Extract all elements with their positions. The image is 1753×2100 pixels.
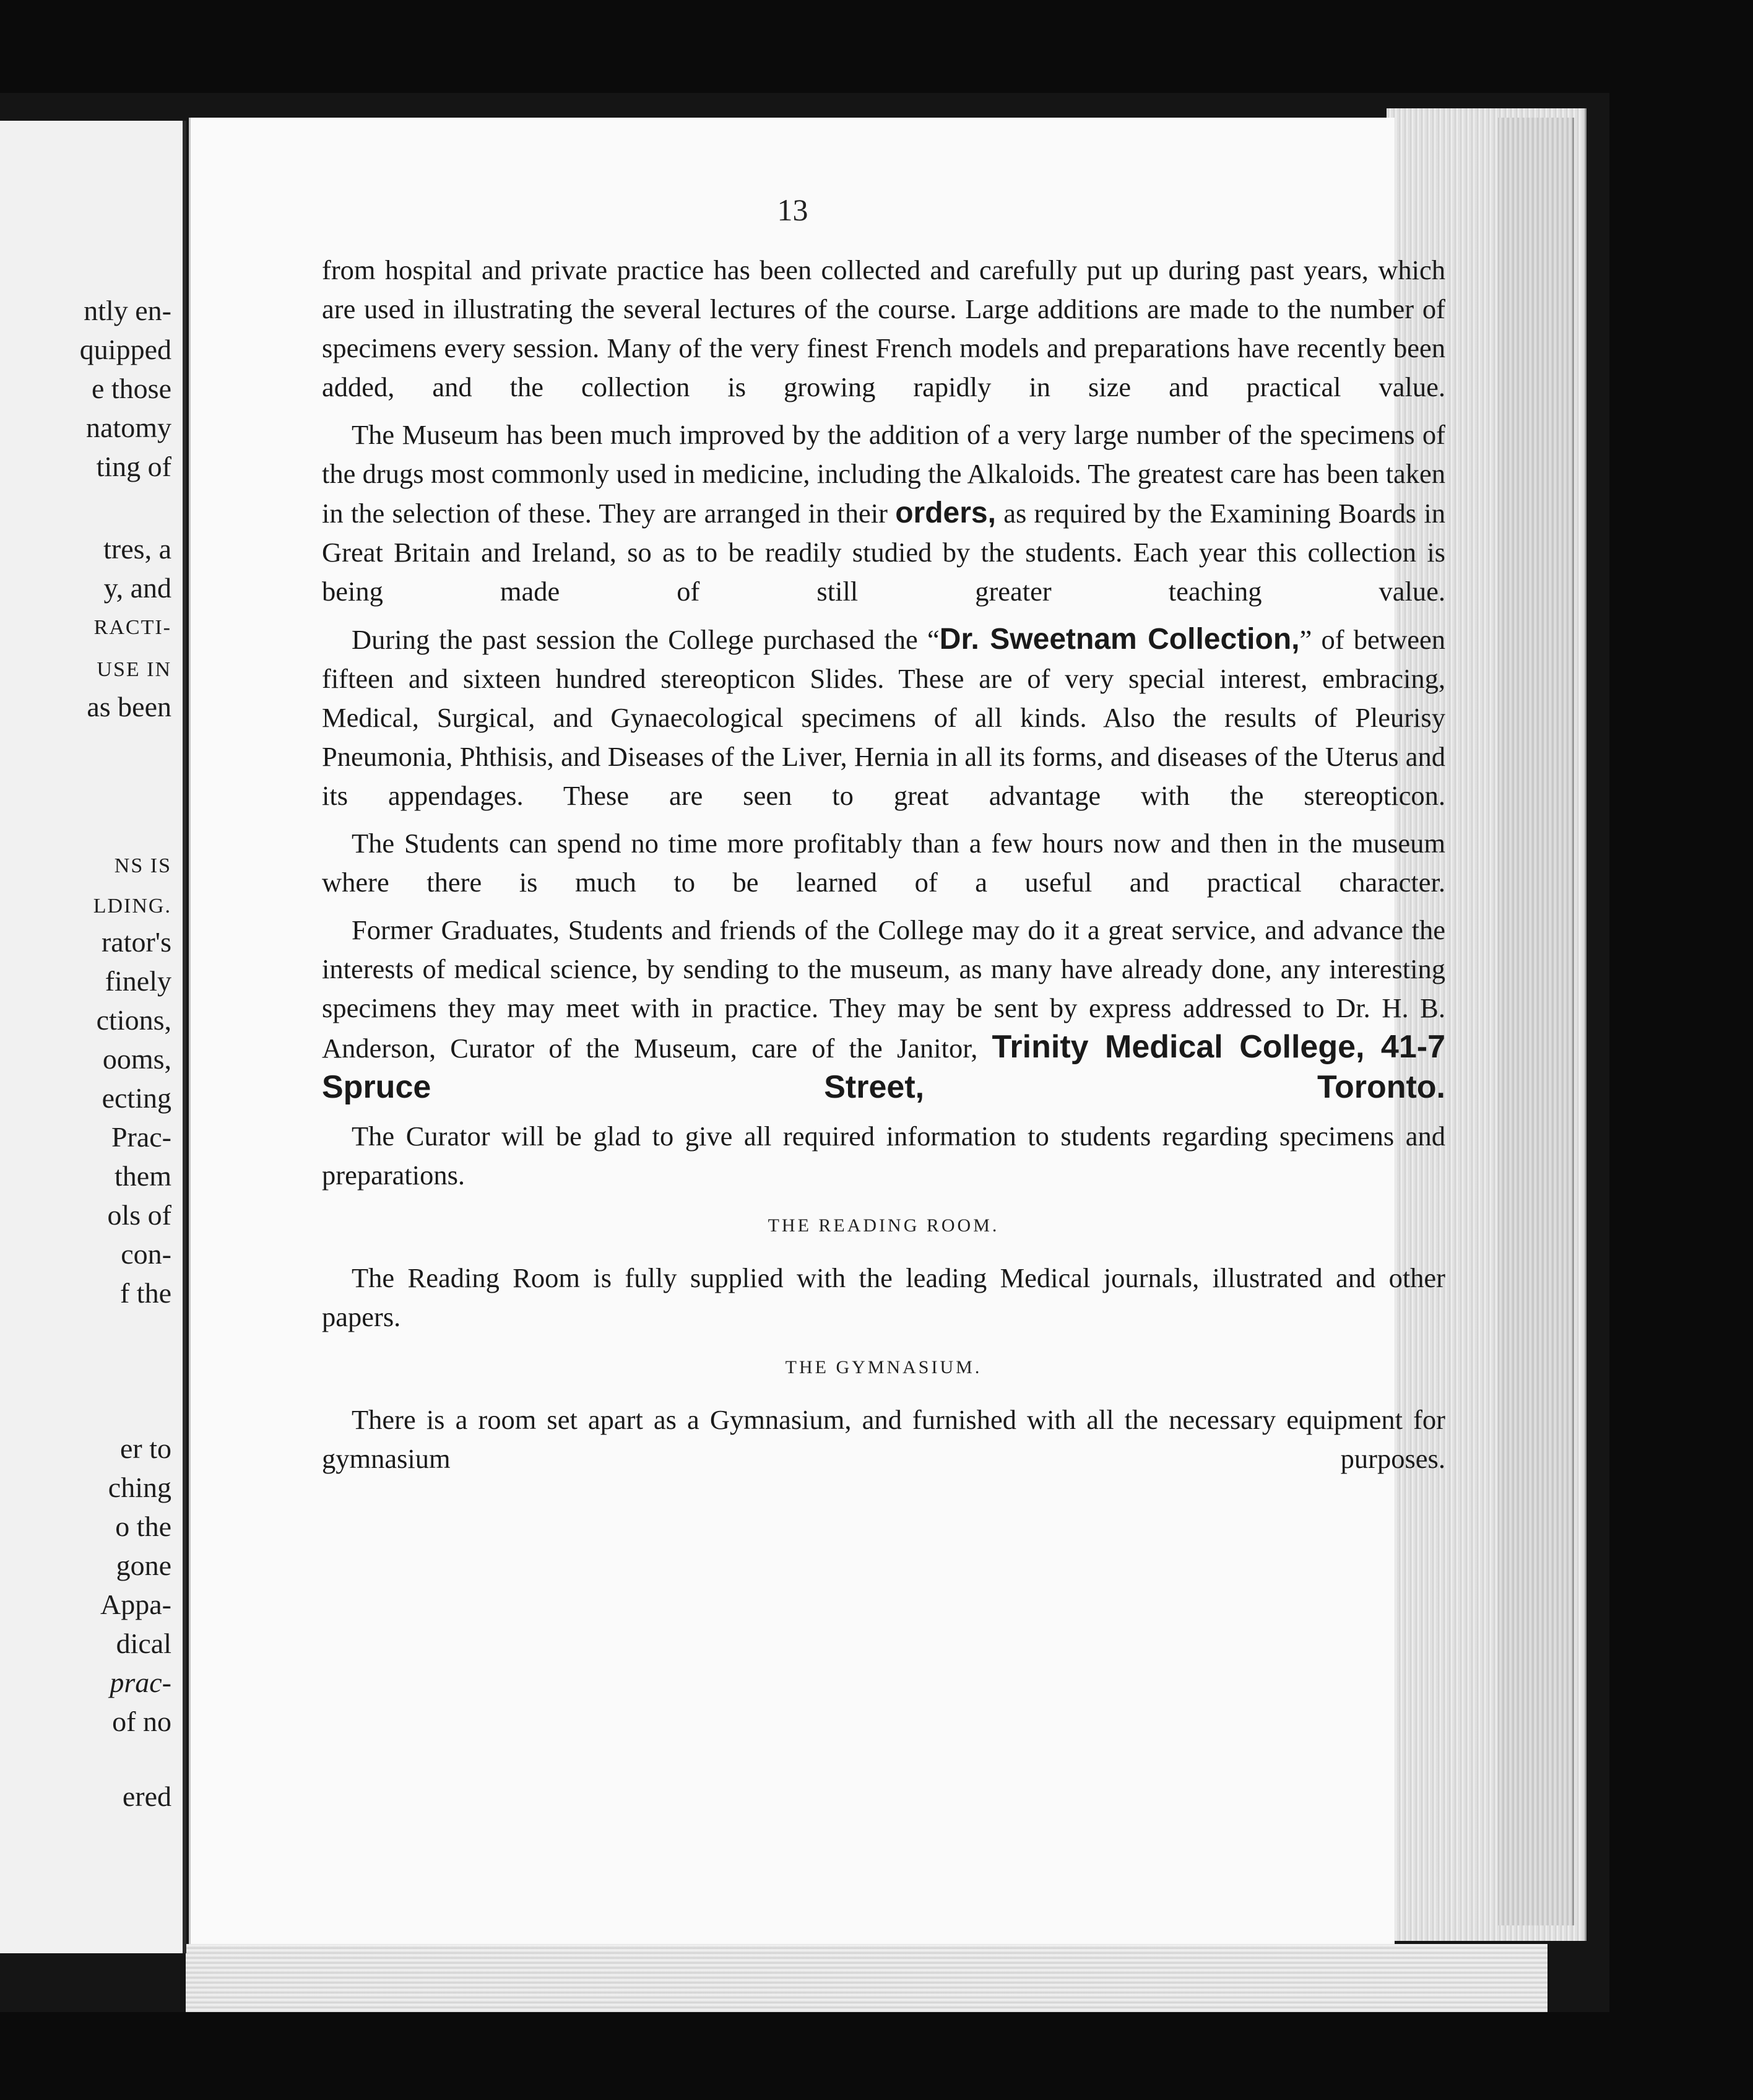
left-line: e those [91, 373, 171, 404]
left-line: y, and [103, 572, 171, 604]
left-line: LDING. [93, 895, 171, 918]
paragraph-text: There is a room set apart as a Gymnasium, and furnished with all the necessary equipment for gymnasium purposes. [322, 1404, 1445, 1474]
left-line: Prac- [111, 1121, 171, 1153]
paragraph-reading-room [322, 1259, 1445, 1337]
left-line: Appa- [100, 1589, 171, 1620]
paragraph [322, 251, 1445, 407]
right-page [189, 118, 1446, 1944]
left-line: ching [108, 1472, 171, 1503]
left-line: gone [116, 1550, 171, 1581]
left-line: them [115, 1160, 171, 1192]
page-edges-inner [1498, 118, 1574, 1925]
left-page [0, 121, 186, 1953]
left-line: dical [116, 1628, 171, 1659]
paragraph-museum [322, 415, 1445, 611]
paragraph-text: ” of between fifteen and sixteen hundred stereopticon Slides. These are of very special interest, embracing, Medical, Surgical, and Gynaecological specimens of all kinds. Also the results of Pleurisy Pneumonia, Phthisis, and Diseases of the Liver, Hernia in all its forms, and diseases of the Uterus and its appendages. These are seen to great advantage with the stereopticon. [322, 624, 1446, 811]
left-line: of no [112, 1706, 171, 1737]
heading-gymnasium: THE GYMNASIUM. [785, 1357, 982, 1378]
left-line: tres, a [103, 533, 171, 565]
address-text: Trinity Medical College, 41-7 Spruce Street, Toronto. [322, 1029, 1445, 1105]
left-line: NS IS [114, 854, 171, 877]
left-line: USE IN [97, 658, 171, 681]
left-line: prac- [110, 1667, 171, 1698]
paragraph-text: During the past session the College purchased the “ [352, 624, 940, 655]
left-line: rator's [101, 926, 171, 958]
paragraph-text: The Students can spend no time more profitably than a few hours now and then in the museum where there is much to be learned of a useful and practical character. [322, 828, 1445, 898]
page-number: 13 [777, 193, 808, 227]
page-text [322, 251, 1445, 1487]
left-line: RACTI- [93, 616, 171, 639]
left-line: as been [87, 691, 171, 722]
left-line: natomy [86, 412, 171, 443]
paragraph-text: The Museum has been much improved by the addition of a very large number of the specimens of the drugs most commonly used in medicine, including the Alkaloids. The greatest care has been taken in the selection of these. They are arranged in their [322, 419, 1445, 529]
paragraph-collection [322, 620, 1445, 815]
left-line: quipped [79, 334, 171, 365]
paragraph-text: as required by the Examining Boards in Great Britain and Ireland, so as to be readily studied by the students. Each year this collection is being made of still greater teaching value. [322, 498, 1445, 607]
heading-reading-room: THE READING ROOM. [768, 1215, 1000, 1236]
left-line: ecting [102, 1082, 171, 1114]
left-line: con- [121, 1238, 171, 1270]
paragraph-text: from hospital and private practice has been collected and carefully put up during past years, which are used in illustrating the several lectures of the course. Large additions are made to the number of specimens every session. Many of the very finest French models and preparations have recently been added, and the collection is growing rapidly in size and practical value. [322, 254, 1445, 402]
left-line: er to [119, 1433, 171, 1464]
paragraph-students [322, 824, 1445, 902]
left-line: ting of [96, 451, 171, 482]
paragraph-text: The Curator will be glad to give all required information to students regarding specimens and preparations. [322, 1121, 1445, 1191]
left-line: o the [115, 1511, 171, 1542]
paragraph-text: Former Graduates, Students and friends of the College may do it a great service, and advance the interests of medical science, by sending to the museum, as many have already done, any interesting specimens they may meet with in practice. They may be sent by express addressed to Dr. H. B. Anderson, Curator of the Museum, care of the Janitor, [322, 914, 1445, 1064]
left-line: ered [122, 1781, 171, 1812]
paragraph-text: The Reading Room is fully supplied with the leading Medical journals, illustrated and other papers. [322, 1262, 1445, 1332]
left-line: ctions, [96, 1004, 171, 1036]
paragraph-curator [322, 1117, 1445, 1195]
bold-text: orders, [895, 497, 996, 529]
bold-text: Dr. Sweetnam Collection, [939, 623, 1300, 656]
bottom-page-edges [186, 1944, 1547, 2012]
left-line: finely [105, 965, 171, 997]
left-line: ols of [107, 1199, 171, 1231]
left-line: f the [119, 1277, 171, 1309]
left-line: ooms, [102, 1043, 171, 1075]
paragraph-gymnasium [322, 1400, 1445, 1478]
paragraph-graduates [322, 911, 1445, 1108]
left-line: ntly en- [84, 295, 171, 326]
